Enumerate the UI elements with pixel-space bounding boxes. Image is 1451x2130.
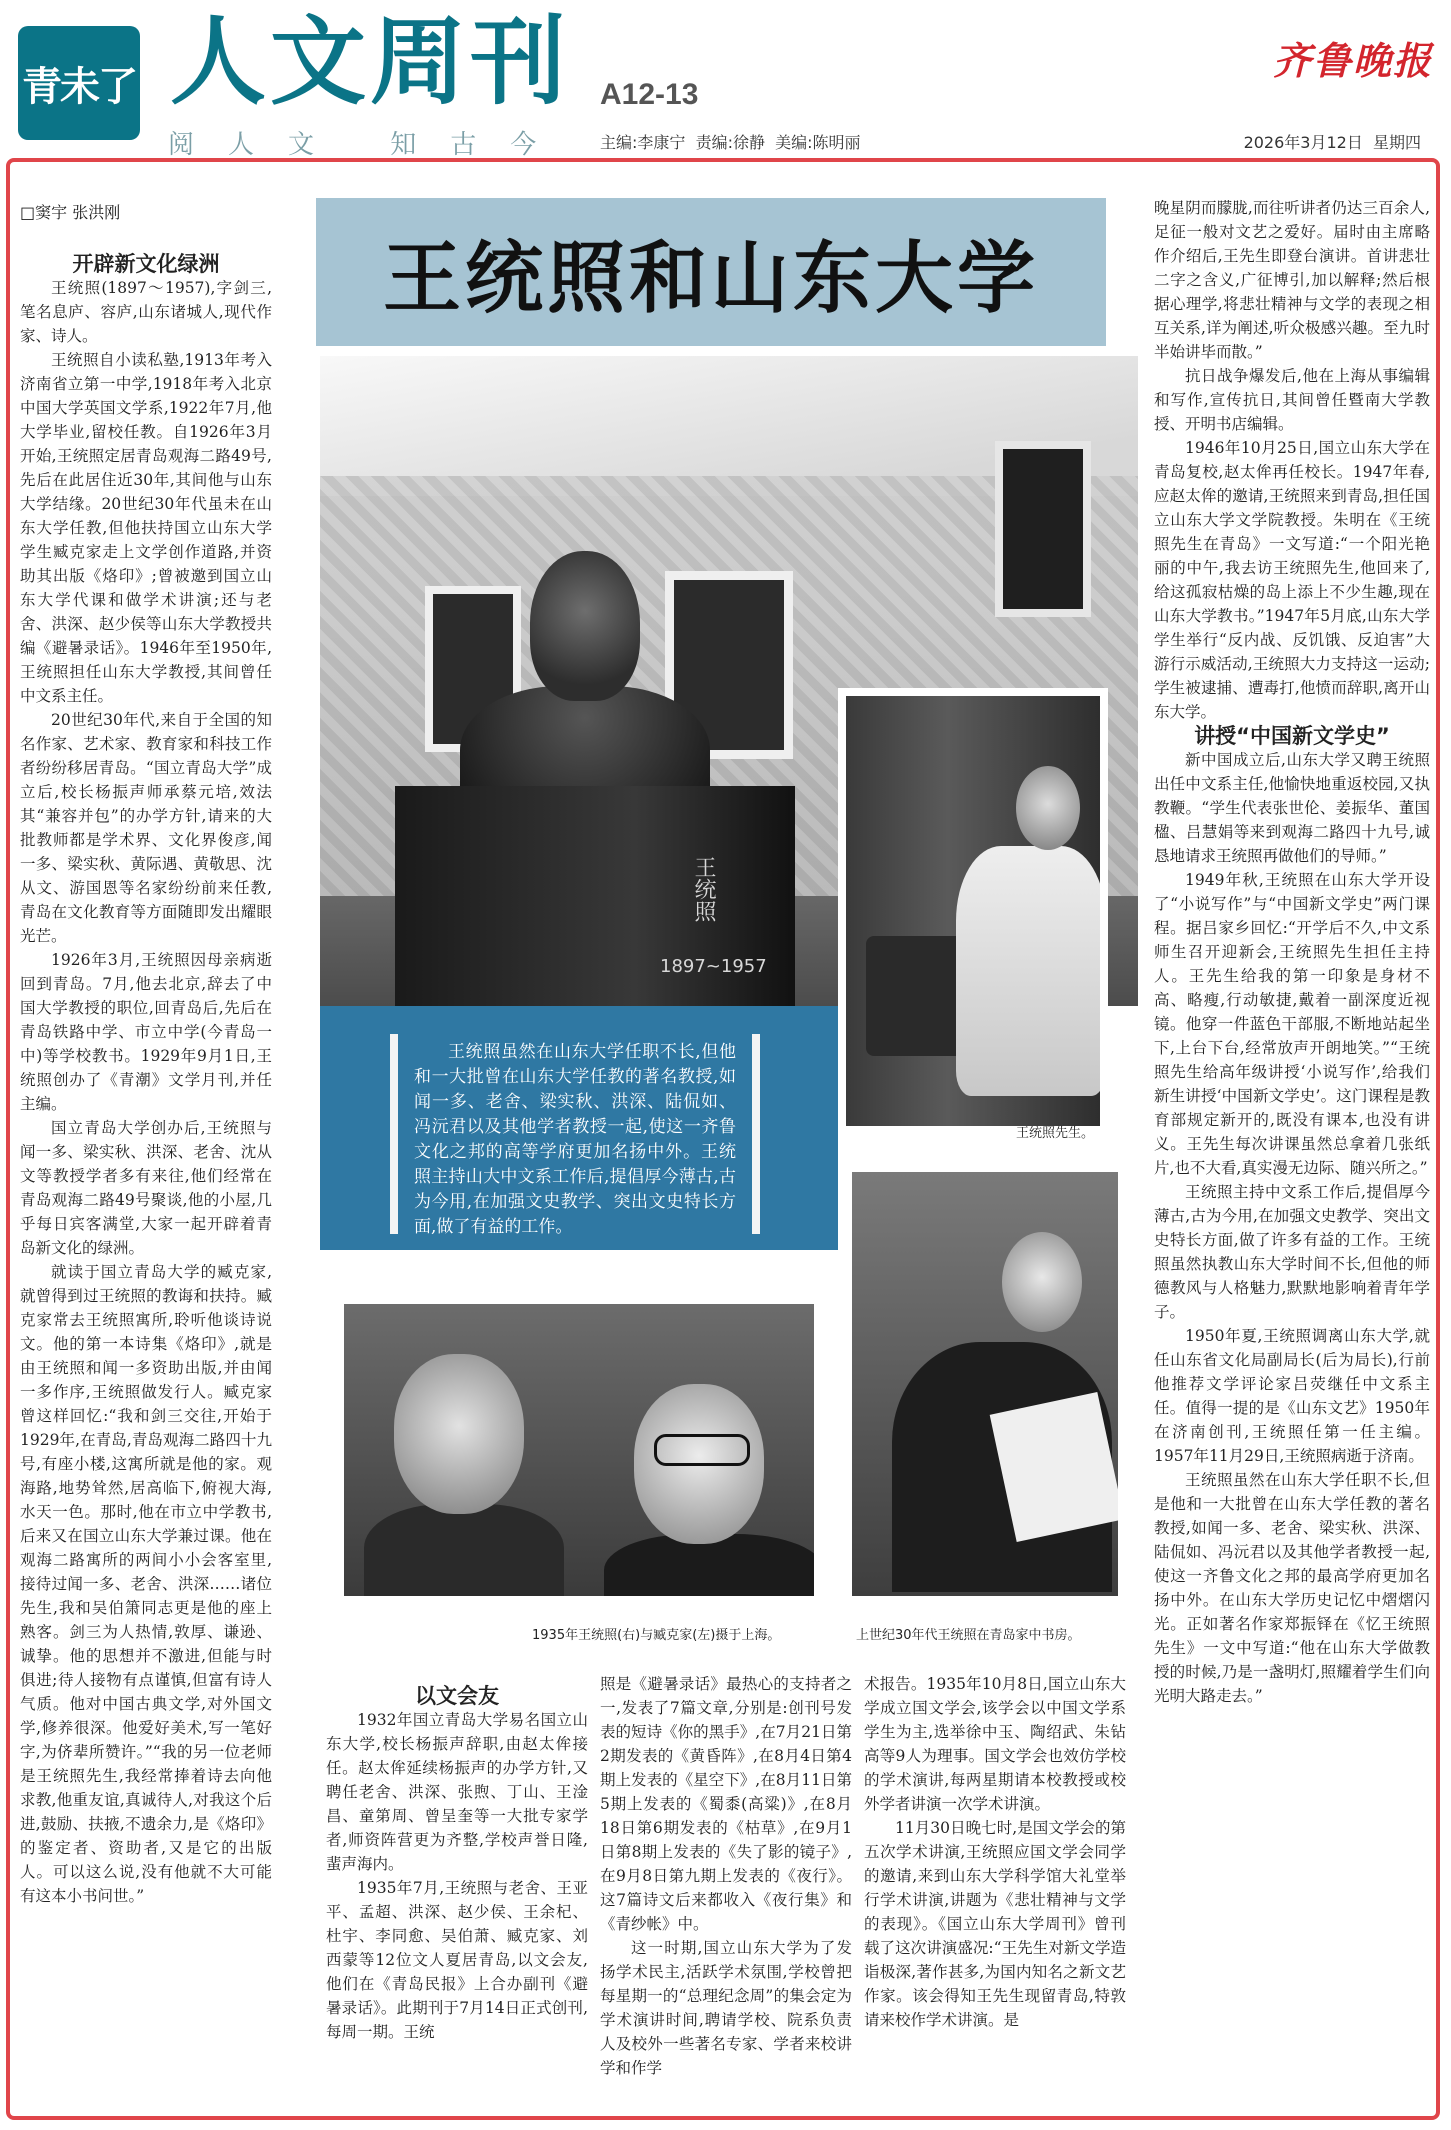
newspaper-name: 齐鲁晚报 bbox=[1272, 38, 1433, 83]
date-line: 2026年3月12日 星期四 bbox=[1243, 133, 1421, 152]
caption-3: 上世纪30年代王统照在青岛家中书房。 bbox=[856, 1628, 1081, 1643]
paragraph: 1932年国立青岛大学易名国立山东大学,校长杨振声辞职,由赵太侔接任。赵太侔延续杨振声的办学方针,又聘任老舍、洪深、张煦、丁山、王淦昌、童第周、曾呈奎等一大批专家学者,师资阵营更为齐整,学校声誉日隆,蜚声海内。 bbox=[326, 1711, 588, 1873]
figure-head bbox=[1016, 766, 1080, 850]
paragraph: 新中国成立后,山东大学又聘王统照出任中文系主任,他愉快地重返校园,又执教鞭。“学生代表张世伦、姜振华、董国楹、吕慧娟等来到观海二路四十九号,诚恳地请求王统照再做他们的导师。” bbox=[1154, 751, 1430, 865]
paragraph: 就读于国立青岛大学的臧克家,就曾得到过王统照的教诲和扶持。臧克家常去王统照寓所,聆听他谈诗说文。他的第一本诗集《烙印》,就是由王统照和闻一多资助出版,并由闻一多作序,王统照做发行人。臧克家曾这样回忆:“我和剑三交往,开始于1929年,在青岛,青岛观海二路四十九号,有座小楼,这寓所就是他的家。观海路,地势耸然,居高临下,俯视大海,水天一色。那时,他在市立中学教书,后来又在国立山东大学兼过课。他在观海二路寓所的两间小小会客室里,接待过闻一多、老舍、洪深……诸位先生,我和吴伯箫同志更是他的座上熟客。剑三为人热情,敦厚、谦逊、诚挚。他的思想并不激进,但能与时俱进;待人接物有点谨慎,但富有诗人气质。他对中国古典文学,对外国文学,修养很深。他爱好美术,写一笔好字,为侪辈所赞许。”“我的另一位老师是王统照先生,我经常捧着诗去向他求教,他重友谊,真诚待人,对我这个后进,鼓励、扶掖,不遗余力,是《烙印》的鉴定者、资助者,又是它的出版人。可以这么说,没有他就不大可能有这本小书问世。” bbox=[20, 1263, 272, 1905]
figure-head bbox=[1002, 1232, 1082, 1332]
section-heading-1: 开辟新文化绿洲 bbox=[72, 252, 220, 276]
figure-body bbox=[956, 846, 1106, 1096]
section-title: 人文周刊 bbox=[170, 5, 570, 118]
glasses bbox=[654, 1434, 750, 1466]
paragraph: 1926年3月,王统照因母亲病逝回到青岛。7月,他去北京,辞去了中国大学教授的职位,回青岛后,先后在青岛铁路中学、市立中学(今青岛一中)等学校教书。1929年9月1日,王统照创办了《青潮》文学月刊,并任主编。 bbox=[20, 951, 272, 1113]
paragraph: 20世纪30年代,来自于全国的知名作家、艺术家、教育家和科技工作者纷纷移居青岛。“国立青岛大学”成立后,校长杨振声师承蔡元培,效法其“兼容并包”的办学方针,请来的大批教师都是学术界、文化界俊彦,闻一多、梁实秋、黄际遇、黄敬思、沈从文、游国恩等名家纷纷前来任教,青岛在文化教育等方面随即发出耀眼光芒。 bbox=[20, 711, 272, 945]
headline: 王统照和山东大学 bbox=[382, 233, 1039, 324]
column-5 bbox=[1154, 196, 1430, 2110]
bust-head bbox=[530, 551, 640, 701]
caption-1: 王统照先生。 bbox=[1016, 1126, 1095, 1141]
section-heading-2: 以文会友 bbox=[415, 1684, 499, 1708]
figure-body bbox=[604, 1534, 822, 1604]
column-1 bbox=[20, 252, 272, 2112]
editors-line: 主编:李康宁 责编:徐静 美编:陈明丽 bbox=[600, 133, 861, 152]
section-heading-3: 讲授“中国新文学史” bbox=[1194, 724, 1390, 748]
paragraph: 王统照虽然在山东大学任职不长,但是他和一大批曾在山东大学任教的著名教授,如闻一多、老舍、梁实秋、洪深、陆侃如、冯沅君以及其他学者教授一起,使这一齐鲁文化之邦的最高学府更加名扬中外。在山东大学历史记忆中熠熠闪光。正如著名作家郑振铎在《忆王统照先生》一文中写道:“他在山东大学做教授的时候,乃是一盏明灯,照耀着学生们向光明大路走去。” bbox=[1154, 1471, 1430, 1705]
masthead bbox=[0, 0, 1451, 160]
paragraph: 这一时期,国立山东大学为了发扬学术民主,活跃学术氛围,学校曾把每星期一的“总理纪念周”的集会定为学术演讲时间,聘请学校、院系负责人及校外一些著名专家、学者来校讲学和作学 bbox=[600, 1939, 852, 2077]
paragraph: 1946年10月25日,国立山东大学在青岛复校,赵太侔再任校长。1947年春,应赵太侔的邀请,王统照来到青岛,担任国立山东大学文学院教授。朱明在《王统照先生在青岛》一文写道:“一个阳光艳丽的中午,我去访王统照先生,他回来了,给这孤寂枯燥的岛上添上不少生趣,现在山东大学教书。”1947年5月底,山东大学学生举行“反内战、反饥饿、反迫害”大游行示威活动,王统照大力支持这一运动;学生被逮捕、遭毒打,他愤而辞职,离开山东大学。 bbox=[1154, 439, 1430, 721]
paragraph: 1949年秋,王统照在山东大学开设了“小说写作”与“中国新文学史”两门课程。据吕家乡回忆:“开学后不久,中文系师生召开迎新会,王统照先生担任主持人。王先生给我的第一印象是身材不高、略瘦,行动敏捷,戴着一副深度近视镜。他穿一件蓝色干部服,不断地站起坐下,上台下台,经常放声开朗地笑。”“王统照先生给高年级讲授‘小说写作’,给我们新生讲授‘中国新文学史’。这门课程是教育部规定新开的,既没有课本,也没有讲义。王先生每次讲课虽然总拿着几张纸片,也不大看,真实漫无边际、随兴所之。” bbox=[1154, 871, 1430, 1177]
caption-2: 1935年王统照(右)与臧克家(左)摄于上海。 bbox=[532, 1628, 781, 1643]
pedestal-name: 王统照 bbox=[691, 856, 716, 922]
column-3 bbox=[600, 1672, 852, 2110]
paragraph: 1935年7月,王统照与老舍、王亚平、孟超、洪深、赵少侯、王余杞、杜宇、李同愈、吴伯萧、臧克家、刘西蒙等12位文人夏居青岛,以文会友,他们在《青岛民报》上合办副刊《避暑录话》。此期刊于7月14日正式创刊,每周一期。王统 bbox=[326, 1879, 588, 2041]
study-photo bbox=[844, 1164, 1126, 1604]
paragraph: 王统照自小读私塾,1913年考入济南省立第一中学,1918年考入北京中国大学英国文学系,1922年7月,他大学毕业,留校任教。自1926年3月开始,王统照定居青岛观海二路49号,先后在此居住近30年,其间他与山东大学结缘。20世纪30年代虽未在山东大学任教,但他扶持国立山东大学学生臧克家走上文学创作道路,并资助其出版《烙印》;曾被邀到国立山东大学代课和做学术讲演;还与老舍、洪深、赵少侯等山东大学教授共编《避暑录话》。1946年至1950年,王统照担任山东大学教授,其间曾任中文系主任。 bbox=[20, 351, 272, 705]
logo bbox=[18, 26, 140, 140]
paragraph: 11月30日晚七时,是国文学会的第五次学术讲演,王统照应国文学会同学的邀请,来到山东大学科学馆大礼堂举行学术讲演,讲题为《悲壮精神与文学的表现》。《国立山东大学周刊》曾刊载了这次讲演盛况:“王先生对新文学造诣极深,著作甚多,为国内知名之新文艺作家。该会得知王先生现留青岛,特敦请来校作学术讲演。是 bbox=[864, 1819, 1126, 2029]
logo-text: 青未了 bbox=[22, 62, 136, 110]
pullquote-box bbox=[320, 1006, 838, 1250]
paragraph: 1950年夏,王统照调离山东大学,就任山东省文化局副局长(后为局长),行前他推荐文学评论家吕荧继任中文系主任。值得一提的是《山东文艺》1950年在济南创刊,王统照任第一任主编。1957年11月29日,王统照病逝于济南。 bbox=[1154, 1327, 1430, 1465]
pullquote-text: 王统照虽然在山东大学任职不长,但他和一大批曾在山东大学任教的著名教授,如闻一多、老舍、梁实秋、洪深、陆侃如、冯沅君以及其他学者教授一起,使这一齐鲁文化之邦的高等学府更加名扬中外。王统照主持山大中文系工作后,提倡厚今薄古,古为今用,在加强文史教学、突出文史特长方面,做了有益的工作。 bbox=[390, 1034, 760, 1234]
byline: □窦宇 张洪刚 bbox=[20, 203, 121, 222]
column-4 bbox=[864, 1672, 1126, 2110]
headline-box bbox=[316, 198, 1106, 346]
column-2 bbox=[326, 1684, 588, 2110]
pedestal-years: 1897~1957 bbox=[660, 956, 767, 977]
paragraph: 王统照主持中文系工作后,提倡厚今薄古,古为今用,在加强文史教学、突出文史特长方面,做了许多有益的工作。王统照虽然执教山东大学时间不长,但他的师德教风与人格魅力,默默地影响着青年学子。 bbox=[1154, 1183, 1430, 1321]
portrait-photo bbox=[838, 688, 1108, 1134]
page-number: A12-13 bbox=[600, 78, 699, 111]
paragraph: 照是《避暑录话》最热心的支持者之一,发表了7篇文章,分别是:创刊号发表的短诗《你的黑手》,在7月21日第2期发表的《黄昏阵》,在8月4日第4期上发表的《星空下》,在8月11日第5期上发表的《蜀黍(高粱)》,在8月18日第6期发表的《枯草》,在9月1日第8期上发表的《失了影的镜子》,在9月8日第九期上发表的《夜行》。这7篇诗文后来都收入《夜行集》和《青纱帐》中。 bbox=[600, 1675, 852, 1933]
section-subtitle: 阅人文 知古今 bbox=[168, 130, 571, 160]
paragraph: 抗日战争爆发后,他在上海从事编辑和写作,宣传抗日,其间曾任暨南大学教授、开明书店编辑。 bbox=[1154, 367, 1430, 433]
window bbox=[995, 441, 1091, 617]
figure-body bbox=[364, 1504, 564, 1604]
paragraph: 晚星阴而朦胧,而往听讲者仍达三百余人,足征一般对文艺之爱好。届时由主席略作介绍后,王先生即登台演讲。首讲悲壮二字之含义,广征博引,加以解释;然后根据心理学,将悲壮精神与文学的表现之相互关系,详为阐述,听众极感兴趣。至九时半始讲毕而散。” bbox=[1154, 199, 1430, 361]
group-photo bbox=[336, 1296, 822, 1604]
paragraph: 王统照(1897～1957),字剑三,笔名息庐、容庐,山东诸城人,现代作家、诗人。 bbox=[20, 279, 272, 345]
paragraph: 术报告。1935年10月8日,国立山东大学成立国文学会,该学会以中国文学系学生为主,选举徐中玉、陶绍武、朱钻高等9人为理事。国文学会也效仿学校的学术演讲,每两星期请本校教授或校外学者讲演一次学术讲演。 bbox=[864, 1675, 1126, 1813]
figure-head bbox=[394, 1354, 524, 1514]
paragraph: 国立青岛大学创办后,王统照与闻一多、梁实秋、洪深、老舍、沈从文等教授学者多有来往,他们经常在青岛观海二路49号聚谈,他的小屋,几乎每日宾客满堂,大家一起开辟着青岛新文化的绿洲。 bbox=[20, 1119, 272, 1257]
